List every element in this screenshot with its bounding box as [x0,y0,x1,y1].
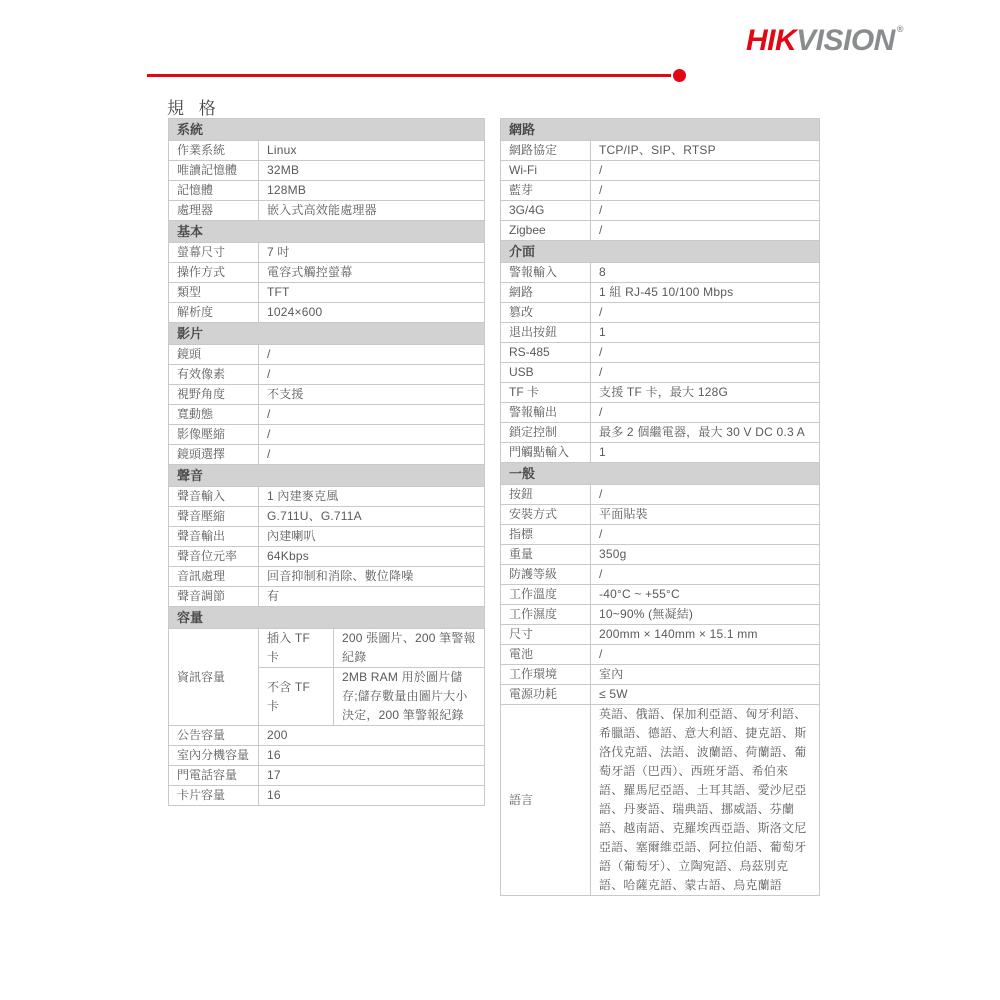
spec-row [169,405,485,425]
spec-value: / [591,303,820,323]
spec-value: 2MB RAM 用於圖片儲存;儲存數量由圖片大小決定，200 筆警報紀錄 [334,668,485,726]
spec-row [501,263,820,283]
spec-row [501,323,820,343]
section-header-row [169,465,485,487]
spec-label: 鏡頭選擇 [169,445,259,465]
spec-value: / [591,161,820,181]
spec-value: 最多 2 個繼電器，最大 30 V DC 0.3 A [591,423,820,443]
spec-row [501,343,820,363]
spec-label: 語言 [501,705,591,896]
spec-label: 操作方式 [169,263,259,283]
spec-label: 警報輸出 [501,403,591,423]
spec-label: 資訊容量 [169,629,259,726]
spec-value: 16 [259,746,485,766]
spec-value: 1 組 RJ-45 10/100 Mbps [591,283,820,303]
spec-row [501,665,820,685]
spec-label: 影像壓縮 [169,425,259,445]
spec-row [169,527,485,547]
spec-value: 1 [591,323,820,343]
spec-label: 聲音輸出 [169,527,259,547]
spec-label: 解析度 [169,303,259,323]
spec-label: 門電話容量 [169,766,259,786]
spec-value: / [259,345,485,365]
spec-row [501,161,820,181]
section-header-row [169,323,485,345]
spec-row [169,141,485,161]
spec-label: 安裝方式 [501,505,591,525]
spec-row [501,181,820,201]
spec-value: TCP/IP、SIP、RTSP [591,141,820,161]
spec-row [501,565,820,585]
spec-row [169,766,485,786]
spec-row [501,221,820,241]
spec-value: 1 內建麥克風 [259,487,485,507]
spec-row [501,625,820,645]
spec-value: ≤ 5W [591,685,820,705]
spec-row [501,201,820,221]
spec-value: 200 [259,726,485,746]
spec-row [169,385,485,405]
spec-row [169,425,485,445]
spec-label: 有效像素 [169,365,259,385]
spec-label: 電池 [501,645,591,665]
spec-label: 3G/4G [501,201,591,221]
spec-column-right [500,118,820,896]
spec-value: -40°C ~ +55°C [591,585,820,605]
spec-subrow [169,629,485,668]
spec-row [501,383,820,403]
spec-value: 16 [259,786,485,806]
spec-row [169,487,485,507]
spec-value: 英語、俄語、保加利亞語、匈牙利語、希臘語、德語、意大利語、捷克語、斯洛伐克語、法語、波蘭語、荷蘭語、葡萄牙語（巴西）、西班牙語、希伯來語、羅馬尼亞語、土耳其語、愛沙尼亞語、丹麥語、瑞典語、挪威語、芬蘭語、越南語、克羅埃西亞語、斯洛文尼亞語、塞爾維亞語、阿拉伯語、葡萄牙語（葡萄牙）、立陶宛語、烏茲別克語、哈薩克語、蒙古語、烏克蘭語 [591,705,820,896]
spec-value: 128MB [259,181,485,201]
spec-sublabel: 插入 TF 卡 [259,629,334,668]
section-title: 一般 [501,463,820,485]
spec-row [501,423,820,443]
spec-column-left [168,118,485,806]
spec-row [169,547,485,567]
spec-value: / [591,201,820,221]
spec-value: 1024×600 [259,303,485,323]
section-title: 介面 [501,241,820,263]
spec-label: 警報輸入 [501,263,591,283]
spec-label: 類型 [169,283,259,303]
spec-label: 記憶體 [169,181,259,201]
spec-row [169,201,485,221]
spec-row [169,587,485,607]
spec-label: 聲音調節 [169,587,259,607]
spec-label: 電源功耗 [501,685,591,705]
spec-value: / [259,365,485,385]
spec-row [169,507,485,527]
section-header-row [501,241,820,263]
spec-value: 有 [259,587,485,607]
spec-value: 不支援 [259,385,485,405]
logo-vision-text: VISION [796,24,895,57]
spec-row [501,443,820,463]
spec-row [501,685,820,705]
spec-label: 工作溫度 [501,585,591,605]
spec-value: / [591,343,820,363]
spec-value: / [591,181,820,201]
section-title: 聲音 [169,465,485,487]
red-divider-line [147,74,671,77]
spec-label: 按鈕 [501,485,591,505]
spec-row [501,585,820,605]
spec-label: 聲音輸入 [169,487,259,507]
spec-value: 平面貼裝 [591,505,820,525]
spec-row [501,545,820,565]
spec-label: 室內分機容量 [169,746,259,766]
spec-row [169,567,485,587]
spec-label: 鎖定控制 [501,423,591,443]
spec-label: 視野角度 [169,385,259,405]
spec-sublabel: 不含 TF 卡 [259,668,334,726]
spec-columns [168,118,820,896]
spec-label: RS-485 [501,343,591,363]
section-header-row [501,119,820,141]
spec-value: 64Kbps [259,547,485,567]
spec-row [169,263,485,283]
spec-row [169,726,485,746]
spec-table-left [168,118,485,806]
spec-row [169,243,485,263]
spec-row [169,786,485,806]
spec-label: 螢幕尺寸 [169,243,259,263]
spec-row [169,365,485,385]
spec-label: 唯讀記憶體 [169,161,259,181]
spec-label: 網路 [501,283,591,303]
registered-trademark-icon: ® [896,24,903,34]
section-header-row [501,463,820,485]
spec-value: / [591,485,820,505]
spec-row [169,181,485,201]
spec-value: 回音抑制和消除、數位降噪 [259,567,485,587]
spec-label: 聲音壓縮 [169,507,259,527]
spec-row [169,303,485,323]
spec-row [501,141,820,161]
spec-value: 室內 [591,665,820,685]
spec-label: 處理器 [169,201,259,221]
spec-label: 指標 [501,525,591,545]
spec-row [169,283,485,303]
spec-row [501,303,820,323]
hikvision-logo [746,24,903,58]
spec-label: 防護等級 [501,565,591,585]
spec-value: / [591,525,820,545]
spec-row [169,345,485,365]
spec-value: 17 [259,766,485,786]
section-title: 容量 [169,607,485,629]
spec-row [501,363,820,383]
section-title: 系統 [169,119,485,141]
spec-row [501,645,820,665]
spec-value: Linux [259,141,485,161]
spec-label: TF 卡 [501,383,591,403]
spec-label: 門觸點輸入 [501,443,591,463]
spec-value: 電容式觸控螢幕 [259,263,485,283]
spec-value: TFT [259,283,485,303]
spec-value: 350g [591,545,820,565]
spec-value: 10~90% (無凝結) [591,605,820,625]
spec-value: 7 吋 [259,243,485,263]
spec-row [501,705,820,896]
section-header-row [169,221,485,243]
spec-label: 鏡頭 [169,345,259,365]
spec-value: / [591,363,820,383]
spec-label: Wi-Fi [501,161,591,181]
red-divider-dot-icon [673,69,686,82]
spec-value: G.711U、G.711A [259,507,485,527]
spec-row [501,525,820,545]
section-title: 網路 [501,119,820,141]
spec-label: Zigbee [501,221,591,241]
spec-value: 1 [591,443,820,463]
page-title: 規 格 [167,99,221,118]
spec-value: 200mm × 140mm × 15.1 mm [591,625,820,645]
spec-label: 工作環境 [501,665,591,685]
spec-row [501,605,820,625]
spec-label: 工作濕度 [501,605,591,625]
spec-value: 200 張圖片、200 筆警報紀錄 [334,629,485,668]
section-title: 基本 [169,221,485,243]
spec-value: / [259,445,485,465]
spec-row [501,485,820,505]
spec-value: 8 [591,263,820,283]
spec-label: 卡片容量 [169,786,259,806]
spec-label: USB [501,363,591,383]
spec-value: / [591,403,820,423]
spec-label: 作業系統 [169,141,259,161]
spec-row [501,403,820,423]
spec-value: / [259,405,485,425]
spec-row [501,283,820,303]
spec-label: 公告容量 [169,726,259,746]
spec-value: 嵌入式高效能處理器 [259,201,485,221]
spec-label: 尺寸 [501,625,591,645]
spec-label: 網路協定 [501,141,591,161]
section-header-row [169,607,485,629]
spec-row [169,161,485,181]
section-title: 影片 [169,323,485,345]
spec-value: 32MB [259,161,485,181]
logo-hik-text: HIK [745,24,797,57]
spec-label: 音訊處理 [169,567,259,587]
spec-value: / [259,425,485,445]
section-header-row [169,119,485,141]
spec-label: 藍芽 [501,181,591,201]
spec-label: 寬動態 [169,405,259,425]
spec-value: 支援 TF 卡，最大 128G [591,383,820,403]
spec-row [501,505,820,525]
spec-value: / [591,645,820,665]
spec-value: / [591,221,820,241]
spec-value: 內建喇叭 [259,527,485,547]
spec-label: 重量 [501,545,591,565]
spec-row [169,746,485,766]
spec-label: 聲音位元率 [169,547,259,567]
spec-label: 篡改 [501,303,591,323]
spec-value: / [591,565,820,585]
spec-label: 退出按鈕 [501,323,591,343]
spec-table-right [500,118,820,896]
spec-row [169,445,485,465]
